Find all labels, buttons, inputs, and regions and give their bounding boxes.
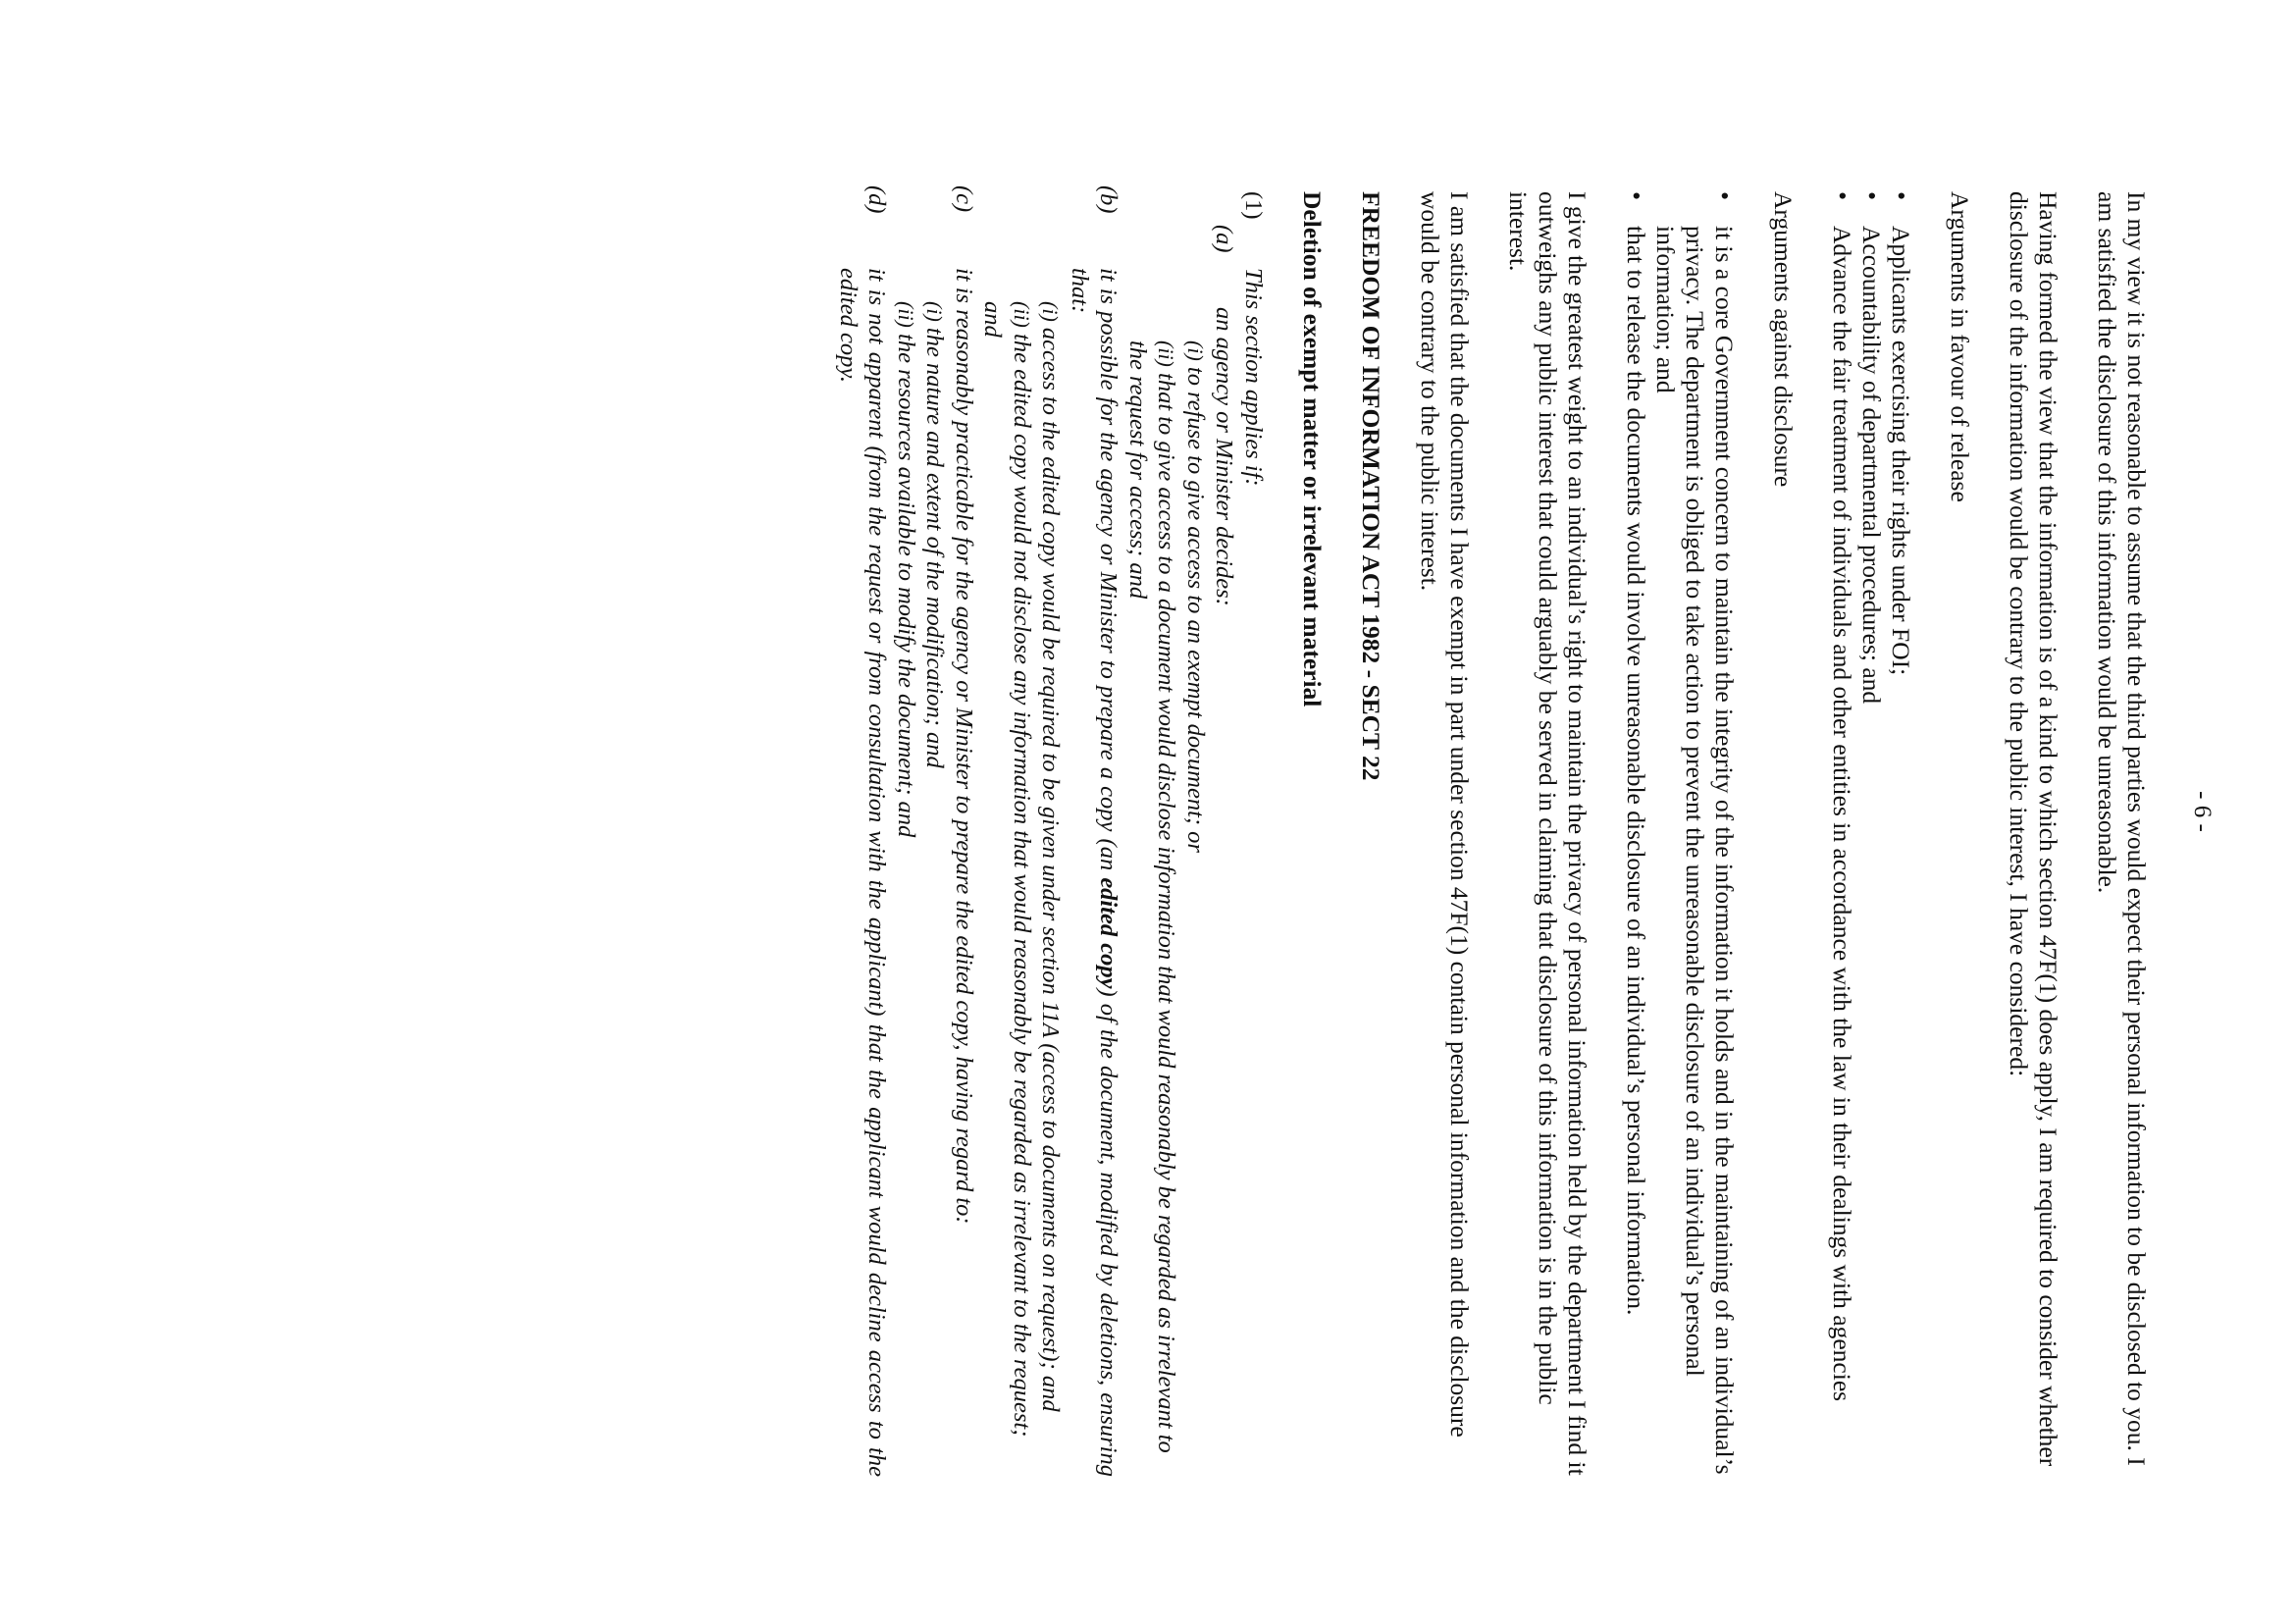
clause-label: (a) (1211, 225, 1238, 253)
subclause-text: that to give access to a document would disclose information that would reasonably be regarded as irrelevant to the request for access; and (1124, 340, 1180, 1453)
subclause-label: (i) (1183, 340, 1208, 361)
clause-text: it is not apparent (from the request or from consultation with the applicant) that the applicant would decline access to the edited copy. (835, 268, 891, 1477)
subclause-text: access to the edited copy would be required to be given under section 11A (access to documents on request); and (1037, 327, 1065, 1412)
subclause-a-i (1181, 307, 1211, 1477)
clause-label: (b) (1095, 185, 1122, 214)
document-body (834, 185, 2152, 1477)
heading-arguments-against: Arguments against disclosure (1769, 191, 1798, 488)
paragraph-privacy-weight: I give the greatest weight to an individual’s right to maintain the privacy of personal information held by the department I find it outweighs any public interest that could arguably be served in claiming that disclosure of this information is in the public interest. (1504, 191, 1592, 1476)
subclause-label: (i) (922, 301, 948, 322)
clause-text (1066, 268, 1123, 1477)
clause-text-emphasis: edited copy (1095, 877, 1122, 989)
heading-arguments-favour: Arguments in favour of release (1946, 191, 1974, 502)
subclause-b-ii (978, 268, 1036, 1477)
clause-text-part: it is possible for the agency or Minister to prepare a copy (an (1095, 268, 1122, 871)
subclause-c-ii (892, 268, 921, 1477)
section-number: (1) (1240, 191, 1267, 220)
paragraph-privacy-view: In my view it is not reasonable to assume that the third parties would expect their personal information to be disclosed to you. I am satisfied the disclosure of this information would be unreasonable. (2093, 191, 2151, 1466)
clause-c (892, 185, 979, 1477)
subclause-text: the edited copy would not disclose any information that would reasonably be regarded as irrelevant to the request; and (979, 301, 1035, 1438)
legislation-text (834, 185, 1269, 1477)
subclause-a-ii (1123, 307, 1181, 1477)
legislation-subtitle: Deletion of exempt matter or irrelevant material (1298, 191, 1327, 707)
clause-d (834, 185, 892, 1477)
subclause-label: (ii) (894, 301, 918, 328)
list-arguments-favour (1827, 191, 1915, 1477)
clause-text: an agency or Minister decides: (1211, 307, 1238, 606)
subclause-text: to refuse to give access to an exempt document; or (1182, 366, 1209, 853)
clause-a (1123, 225, 1239, 1477)
clause-b (978, 185, 1123, 1477)
list-item: • it is a core Government concern to maintain the integrity of the information it holds and in the maintaining of an individual’s privacy. The department is obliged to take action to prevent the unreasonable disclosure of an individual’s personal information; and (1650, 191, 1739, 1477)
subclause-text: the nature and extent of the modification; and (921, 327, 949, 768)
section-intro: This section applies if: (1240, 268, 1267, 487)
legislation-heading (1297, 191, 1385, 1477)
subclause-b-i (1036, 268, 1066, 1477)
list-item: • Advance the fair treatment of individuals and other entities in accordance with the law in their dealings with agencies (1827, 191, 1856, 1477)
clause-text: it is reasonably practicable for the agency or Minister to prepare the edited copy, having regard to: (951, 268, 977, 1225)
page-number: - 6 - (2189, 791, 2216, 832)
subclause-label: (i) (1038, 301, 1064, 322)
subclause-text: the resources available to modify the document; and (893, 334, 919, 838)
clause-label: (c) (951, 185, 977, 213)
list-item: • Applicants exercising their rights under FOI; (1886, 191, 1915, 1477)
subclause-label: (ii) (1010, 301, 1034, 328)
paragraph-conclusion: I am satisfied that the documents I have exempt in part under section 47F(1) contain personal information and the disclosure would be contrary to the public interest. (1416, 191, 1474, 1438)
list-item: • Accountability of departmental procedures; and (1856, 191, 1886, 1477)
section-1 (834, 185, 1269, 1477)
legislation-title: FREEDOM OF INFORMATION ACT 1982 - SECT 22 (1357, 191, 1385, 781)
clause-text-part: ) of the document, modified by deletions, ensuring that: (1067, 268, 1122, 1477)
paragraph-public-interest: Having formed the view that the information is of a kind to which section 47F(1) does apply, I am required to consider whether disclosure of the information would be contrary to the public interest, I have considered: (2005, 191, 2062, 1467)
list-arguments-against (1621, 191, 1739, 1477)
subclause-c-i (920, 268, 950, 1477)
list-item: • that to release the documents would involve unreasonable disclosure of an individual’s personal information. (1621, 191, 1650, 1477)
subclause-label: (ii) (1154, 340, 1179, 367)
clause-label: (d) (863, 185, 891, 214)
